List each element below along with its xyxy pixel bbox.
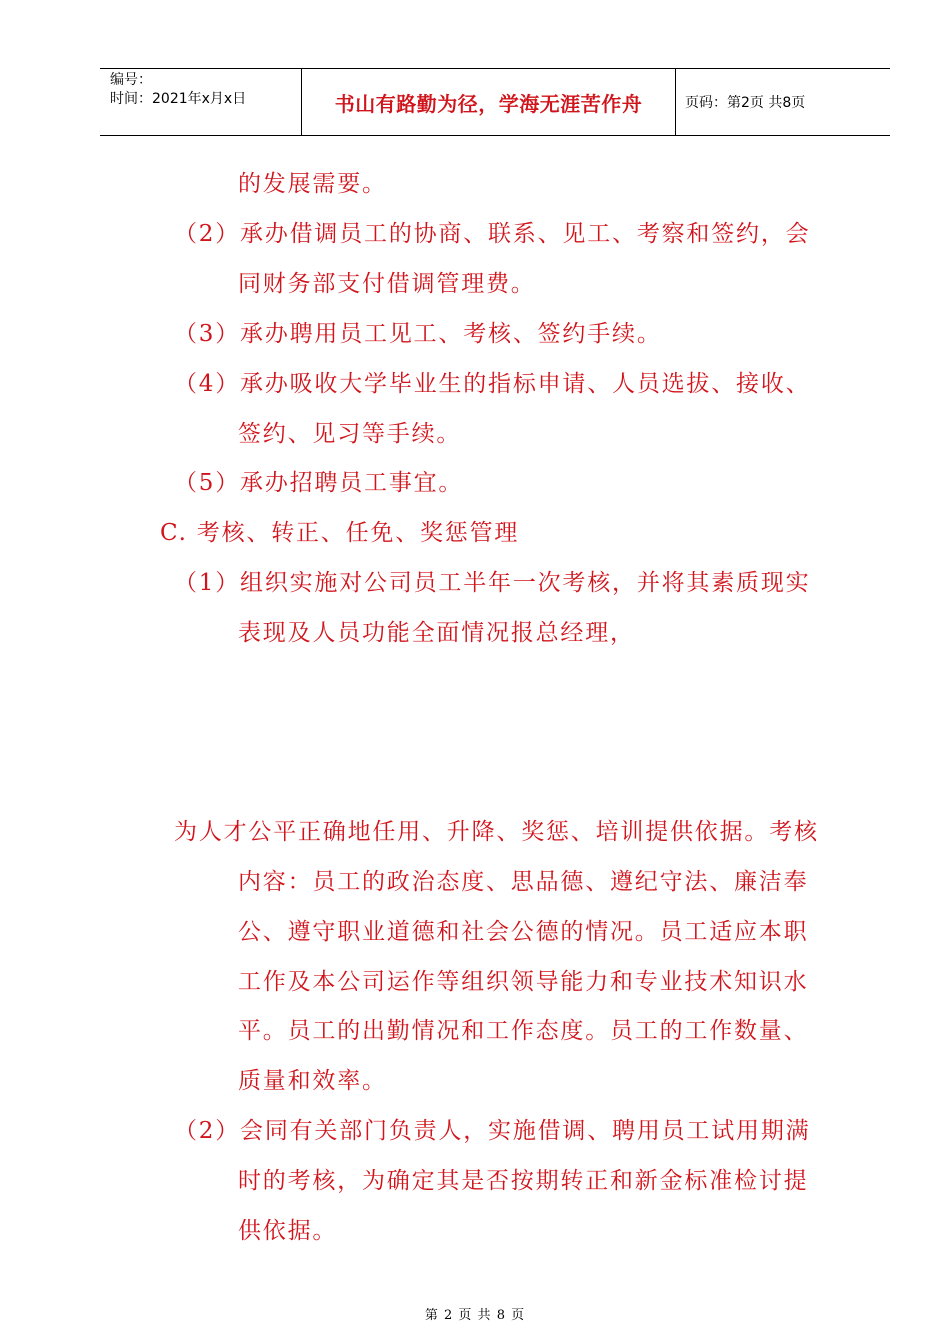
list-item-4: （4）承办吸收大学毕业生的指标申请、人员选拔、接收、: [174, 371, 811, 397]
body-line: 公、遵守职业道德和社会公德的情况。员工适应本职: [238, 919, 809, 945]
body-line: 为人才公平正确地任用、升降、奖惩、培训提供依据。考核: [174, 819, 819, 845]
list-item-2: （2）承办借调员工的协商、联系、见工、考察和签约，会: [174, 221, 811, 247]
page-header: [100, 68, 890, 136]
list-item-5: （5）承办招聘员工事宜。: [174, 470, 464, 496]
section-heading: C. 考核、转正、任免、奖惩管理: [160, 520, 520, 546]
list-item-2: （2）会同有关部门负责人，实施借调、聘用员工试用期满: [174, 1118, 811, 1144]
list-item-3: （3）承办聘用员工见工、考核、签约手续。: [174, 321, 662, 347]
page-footer: 第 2 页 共 8 页: [424, 1308, 526, 1323]
serial-number-label: 编号：: [110, 72, 152, 88]
body-line: 工作及本公司运作等组织领导能力和专业技术知识水: [238, 969, 809, 995]
list-item-1: （1）组织实施对公司员工半年一次考核，并将其素质现实: [174, 570, 811, 596]
header-page-number: 页码：第2页 共8页: [685, 95, 806, 111]
body-line: 质量和效率。: [238, 1068, 387, 1094]
body-line: 表现及人员功能全面情况报总经理，: [238, 620, 635, 646]
body-line: 时的考核，为确定其是否按期转正和新金标准检讨提: [238, 1168, 809, 1194]
header-meta: [110, 71, 246, 109]
header-motto: 书山有路勤为径，学海无涯苦作舟: [334, 91, 643, 116]
date-line: 时间：2021年x月x日: [110, 91, 247, 107]
body-line: 同财务部支付借调管理费。: [238, 271, 536, 297]
body-line: 供依据。: [238, 1218, 338, 1244]
header-divider: [675, 69, 676, 135]
body-line: 平。员工的出勤情况和工作态度。员工的工作数量、: [238, 1018, 809, 1044]
body-line: 内容：员工的政治态度、思品德、遵纪守法、廉洁奉: [238, 869, 809, 895]
body-line: 的发展需要。: [238, 171, 387, 197]
body-line: 签约、见习等手续。: [238, 421, 462, 447]
